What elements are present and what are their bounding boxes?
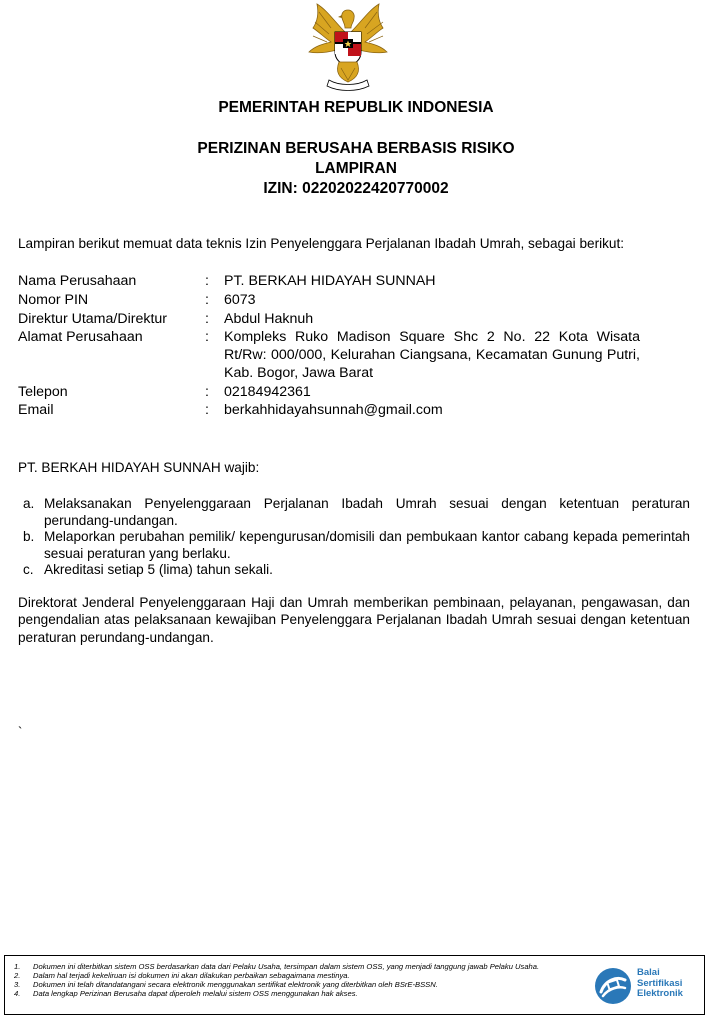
list-text: Melaporkan perubahan pemilik/ kepengurusan/domisili dan pembukaan kantor cabang kepada pemerintah sesuai peraturan yang berlaku.: [44, 529, 690, 561]
field-value: 6073: [224, 292, 256, 308]
note-number: 4.: [14, 989, 21, 999]
field-value: Kompleks Ruko Madison Square Shc 2 No. 22 Kota Wisata Rt/Rw: 000/000, Kelurahan Ciangsana, Kecamatan Gunung Putri, Kab. Bogor, Jawa Barat: [224, 329, 640, 382]
field-value: berkahhidayahsunnah@gmail.com: [224, 402, 443, 418]
document-subtitle: LAMPIRAN: [315, 160, 397, 177]
closing-paragraph: Direktorat Jenderal Penyelenggaraan Haji dan Umrah memberikan pembinaan, pelayanan, pengawasan, dan pengendalian atas pelaksanaan kewajiban Penyelenggara Perjalanan Ibadah Umrah sesuai dengan ketentuan peraturan perundang-undangan.: [18, 595, 690, 645]
intro-text: Lampiran berikut memuat data teknis Izin Penyelenggara Perjalanan Ibadah Umrah, sebagai berikut:: [18, 236, 625, 251]
document-title: PERIZINAN BERUSAHA BERBASIS RISIKO: [197, 140, 515, 157]
list-text: Akreditasi setiap 5 (lima) tahun sekali.: [44, 562, 273, 577]
field-separator: :: [205, 402, 209, 418]
field-label: Nama Perusahaan: [18, 273, 137, 289]
field-value: PT. BERKAH HIDAYAH SUNNAH: [224, 273, 436, 289]
note-text: Data lengkap Perizinan Berusaha dapat diperoleh melalui sistem OSS menggunakan hak akses.: [33, 989, 358, 999]
field-separator: :: [205, 311, 209, 327]
bsre-line1: Balai: [637, 967, 660, 978]
note-number: 2.: [14, 971, 21, 981]
stray-mark: `: [18, 724, 23, 739]
garuda-emblem: [305, 2, 391, 92]
note-number: 3.: [14, 980, 21, 990]
field-separator: :: [205, 273, 209, 289]
permit-number: IZIN: 02202022420770002: [263, 180, 449, 197]
note-number: 1.: [14, 962, 21, 971]
bsre-logo-icon: [593, 966, 633, 1006]
field-label: Email: [18, 402, 54, 418]
field-label: Alamat Perusahaan: [18, 329, 143, 345]
footer-note: [14, 971, 594, 980]
list-text: Melaksanakan Penyelenggaraan Perjalanan Ibadah Umrah sesuai dengan ketentuan peraturan perundang-undangan.: [44, 496, 690, 528]
list-item: [18, 496, 690, 529]
list-item: [18, 562, 690, 579]
bsre-line2: Sertifikasi: [637, 977, 683, 989]
field-label: Direktur Utama/Direktur: [18, 311, 167, 327]
bsre-line3: Elektronik: [637, 988, 683, 999]
government-heading: PEMERINTAH REPUBLIK INDONESIA: [218, 99, 494, 116]
field-value: Abdul Haknuh: [224, 311, 314, 327]
list-marker: a.: [23, 496, 35, 511]
field-value: 02184942361: [224, 384, 311, 400]
list-item: [18, 529, 690, 562]
list-marker: c.: [23, 562, 34, 577]
note-text: Dokumen ini telah ditandatangani secara elektronik menggunakan sertifikat elektronik yang diterbitkan oleh BSrE-BSSN.: [33, 980, 438, 990]
footer-notes: [14, 962, 594, 998]
field-label: Nomor PIN: [18, 292, 89, 308]
field-separator: :: [205, 329, 209, 345]
list-marker: b.: [23, 529, 35, 544]
field-label: Telepon: [18, 384, 68, 400]
bsre-logo-text: [637, 968, 683, 1000]
footer-note: [14, 962, 594, 971]
footer-note: [14, 980, 594, 989]
obligations-heading: PT. BERKAH HIDAYAH SUNNAH wajib:: [18, 460, 260, 475]
footer-note: [14, 989, 594, 998]
bsre-logo: [593, 966, 705, 1008]
note-text: Dalam hal terjadi kekeliruan isi dokumen ini akan dilakukan perbaikan sebagaimana mestinya.: [33, 971, 350, 981]
field-separator: :: [205, 292, 209, 308]
field-separator: :: [205, 384, 209, 400]
footer-box: [4, 955, 705, 1015]
obligations-list: [18, 496, 690, 579]
note-text: Dokumen ini diterbitkan sistem OSS berdasarkan data dari Pelaku Usaha, tersimpan dalam sistem OSS, yang menjadi tanggung jawab Pelaku Usaha.: [33, 962, 540, 971]
